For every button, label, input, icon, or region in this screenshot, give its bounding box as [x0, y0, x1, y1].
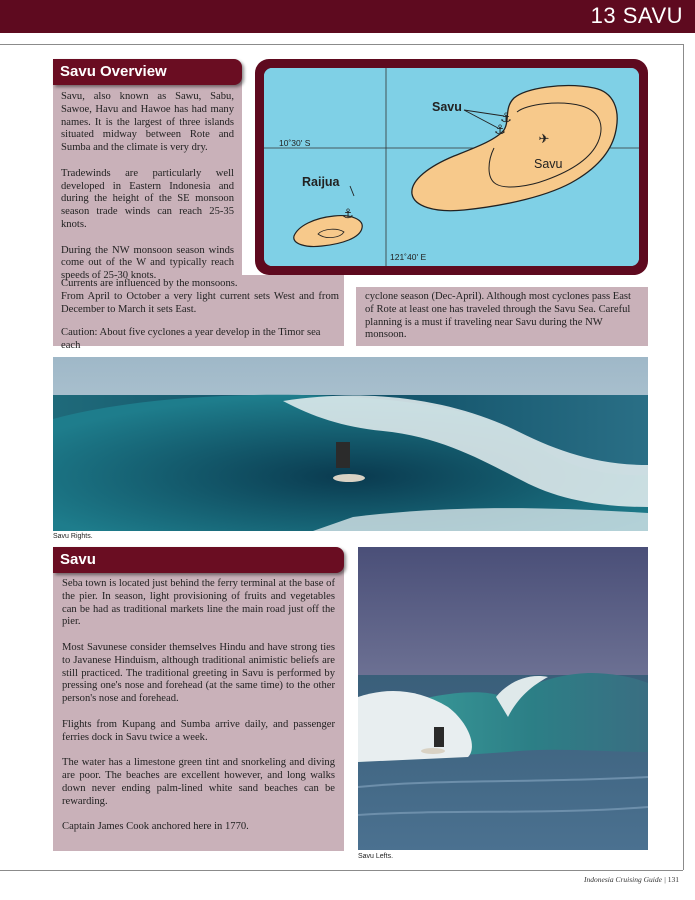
- wave-photo-drawing: [358, 547, 648, 850]
- map-sea: [264, 68, 639, 266]
- savu-map: [255, 59, 648, 275]
- right-frame-line: [683, 44, 684, 870]
- bottom-frame-line: [0, 870, 683, 871]
- chapter-banner: [0, 0, 695, 33]
- savu-text: [62, 578, 335, 847]
- overview-paragraph: During the NW monsoon season winds come out of the W and typically reach speeds of 25-30 knots.: [61, 244, 234, 282]
- wave-photo-drawing: [53, 357, 648, 531]
- savu-paragraph: Flights from Kupang and Sumba arrive daily, and passenger ferries dock in Savu twice a week.: [62, 718, 335, 743]
- savu-anchor-icon: ⚓: [494, 123, 506, 138]
- currents-detail: From April to October a very light current sets West and from December to March it sets East.: [61, 290, 339, 315]
- overview-paragraph: Savu, also known as Sawu, Sabu, Sawoe, Havu and Hawoe has had many names. It is the largest of three islands situated midway between Rote and Sumba and the climate is very dry.: [61, 91, 234, 154]
- savu-anchor-icon: ⚓: [500, 111, 512, 126]
- overview-continued-text: cyclone season (Dec-April). Although most cyclones pass East of Rote at least one has traveled through the Savu Sea. Careful planning is a must if traveling near Savu during the NW monsoon.: [365, 291, 631, 341]
- surfboard: [421, 748, 445, 754]
- savu-island-label: Savu: [534, 157, 563, 171]
- overview-currents-text: [61, 278, 339, 353]
- top-frame-line: [0, 44, 683, 45]
- surfer-figure: [336, 442, 350, 468]
- overview-heading: Savu Overview: [53, 59, 242, 85]
- latitude-label: 10˚30' S: [279, 138, 311, 148]
- savu-rights-photo: [53, 357, 648, 531]
- page-footer: Indonesia Cruising Guide | 131: [584, 875, 679, 884]
- map-drawing: [264, 68, 639, 266]
- savu-rights-caption: Savu Rights.: [53, 533, 93, 540]
- raijua-label: Raijua: [302, 175, 340, 189]
- savu-heading: Savu: [53, 547, 344, 573]
- surfboard: [333, 474, 365, 482]
- raijua-anchor-icon: ⚓: [342, 207, 354, 222]
- caution-text: Caution: About five cyclones a year develop in the Timor sea each: [61, 327, 321, 352]
- savu-lefts-caption: Savu Lefts.: [358, 853, 394, 860]
- chapter-title: 13 SAVU: [590, 3, 683, 28]
- savu-paragraph: The water has a limestone green tint and snorkeling and diving are poor. The beaches are excellent however, and long walks down never ending palm-lined white sand beaches can be rewarding.: [62, 757, 335, 807]
- airport-icon: ✈: [538, 132, 550, 147]
- savu-paragraph: Captain James Cook anchored here in 1770.: [62, 821, 249, 833]
- savu-lefts-photo: [358, 547, 648, 850]
- currents-line: Currents are influenced by the monsoons.: [61, 278, 238, 289]
- savu-anchorage-label: Savu: [432, 100, 462, 114]
- savu-paragraph: Most Savunese consider themselves Hindu and have strong ties to Javanese Hinduism, although traditional animistic beliefs are still practiced. The traditional greeting in Savu is performed by pressing one's nose and forehead (at the same time) to the other person's nose and forehead.: [62, 641, 335, 705]
- surfer-figure: [434, 727, 444, 747]
- overview-paragraph: Tradewinds are particularly well developed in Eastern Indonesia and during the height of the SE monsoon season trade winds can reach 25-35 knots.: [61, 167, 234, 230]
- guide-title: Indonesia Cruising Guide: [584, 875, 662, 884]
- overview-text: [61, 91, 234, 296]
- longitude-label: 121˚40' E: [390, 252, 427, 262]
- savu-paragraph: Seba town is located just behind the ferry terminal at the base of the pier. In season, light provisioning of fruits and vegetables can be had as traditional markets line the main road just off the pier.: [62, 578, 335, 628]
- page-number: 131: [667, 875, 679, 884]
